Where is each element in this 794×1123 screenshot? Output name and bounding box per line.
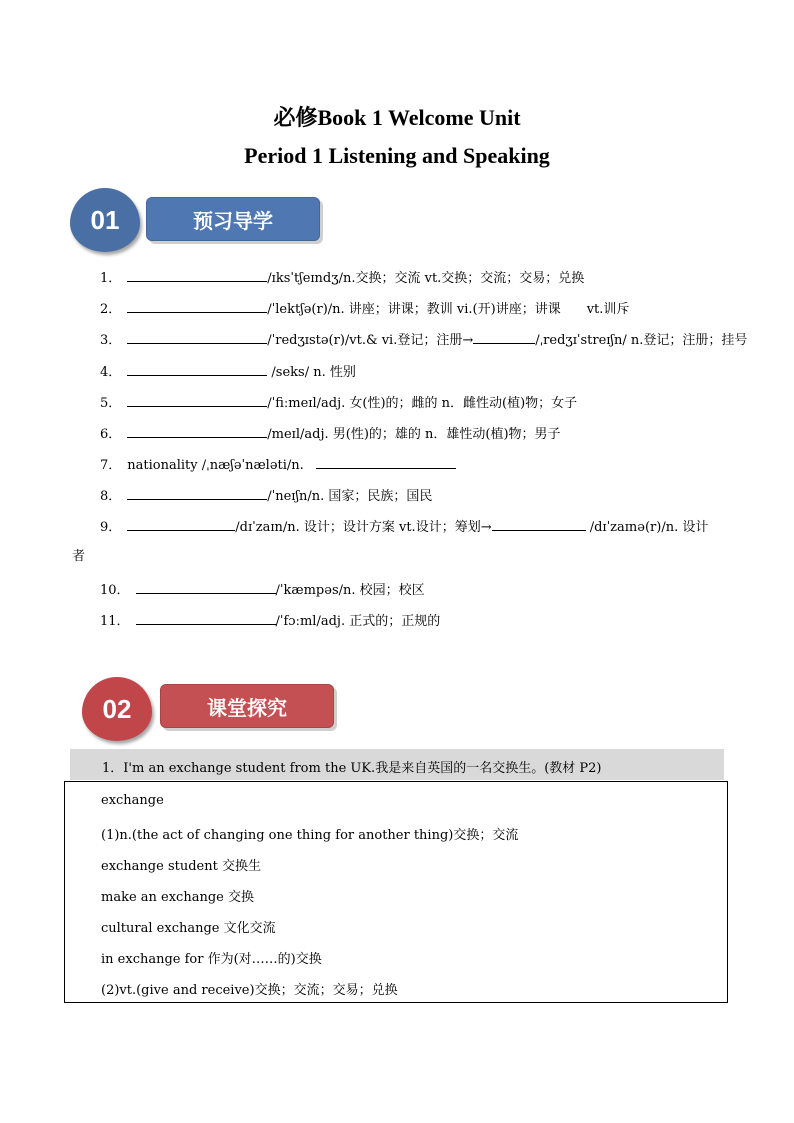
- vocab-item: [100, 425, 561, 443]
- section-label-1: [146, 197, 320, 241]
- vocab-item: [100, 456, 456, 474]
- answer-blank[interactable]: [316, 456, 456, 469]
- example-heading: 1．I'm an exchange student from the UK.我是来自英国的一名交换生。(教材 P2): [102, 761, 602, 776]
- explanation-box: [64, 781, 728, 1003]
- vocab-definition: /ˈneɪʃn/n. 国家；民族；国民: [267, 489, 433, 504]
- explanation-row: exchange student 交换生: [101, 859, 261, 874]
- vocab-number: 8．: [100, 489, 122, 504]
- vocab-wrap-text: 者: [72, 549, 86, 564]
- answer-blank[interactable]: [127, 269, 267, 282]
- section-number-2: 02: [102, 693, 132, 724]
- answer-blank[interactable]: [127, 300, 267, 313]
- vocab-number: 7．: [100, 458, 122, 473]
- answer-blank[interactable]: [127, 425, 267, 438]
- page-subtitle: Period 1 Listening and Speaking: [244, 143, 550, 168]
- answer-blank[interactable]: [127, 363, 267, 376]
- answer-blank[interactable]: [127, 487, 267, 500]
- page-title: 必修Book 1 Welcome Unit: [273, 105, 521, 130]
- explanation-row: in exchange for 作为(对……的)交换: [101, 952, 322, 967]
- vocab-definition: /dɪˈzaɪn/n. 设计；设计方案 vt.设计；筹划→: [235, 520, 492, 535]
- vocab-item: [100, 612, 440, 630]
- vocab-number: 5．: [100, 396, 122, 411]
- vocab-definition: /ˈfɔːml/adj. 正式的；正规的: [275, 614, 441, 629]
- vocab-number: 1．: [100, 271, 122, 286]
- vocab-item: [100, 581, 425, 599]
- vocab-definition-part2: /dɪˈzaɪnə(r)/n. 设计: [585, 520, 709, 535]
- vocab-item: [100, 487, 432, 505]
- vocab-number: 3．: [100, 333, 122, 348]
- vocab-item: [100, 269, 584, 287]
- section-number-circle-2: [82, 677, 152, 741]
- vocab-definition: /ɪksˈtʃeɪndʒ/n.交换；交流 vt.交换；交流；交易；兑换: [267, 271, 585, 286]
- vocab-number: 2．: [100, 302, 122, 317]
- answer-blank[interactable]: [136, 612, 276, 625]
- answer-blank[interactable]: [127, 518, 235, 531]
- vocab-definition: /ˈfiːmeɪl/adj. 女(性)的；雌的 n．雌性动(植)物；女子: [267, 396, 578, 411]
- vocab-item: [100, 394, 577, 412]
- explanation-row: make an exchange 交换: [101, 890, 254, 905]
- vocab-number: 10．: [100, 583, 130, 598]
- vocab-item: [100, 331, 747, 349]
- section-label-2: [160, 684, 334, 728]
- vocab-item: [100, 518, 708, 536]
- section-number-circle-1: [70, 188, 140, 252]
- answer-blank[interactable]: [136, 581, 276, 594]
- example-heading-bar: [70, 749, 724, 780]
- explanation-row: (2)vt.(give and receive)交换；交流；交易；兑换: [101, 983, 398, 998]
- vocab-number: 4．: [100, 365, 122, 380]
- vocab-number: 9．: [100, 520, 122, 535]
- explanation-row: exchange: [101, 793, 164, 808]
- vocab-number: 6．: [100, 427, 122, 442]
- vocab-definition: nationality /ˌnæʃəˈnæləti/n.: [127, 458, 304, 473]
- vocab-definition-part2: /ˌredʒɪˈstreɪʃn/ n.登记；注册；挂号: [535, 333, 748, 348]
- explanation-row: (1)n.(the act of changing one thing for another thing)交换；交流: [101, 828, 519, 843]
- vocab-item: [100, 300, 629, 318]
- section-number-1: 01: [90, 204, 120, 235]
- answer-blank[interactable]: [127, 331, 267, 344]
- answer-blank[interactable]: [473, 331, 535, 344]
- vocab-number: 11．: [100, 614, 130, 629]
- vocab-definition: /ˈlektʃə(r)/n. 讲座；讲课；教训 vi.(开)讲座；讲课 vt.训斥: [267, 302, 630, 317]
- section-label-text-2: 课堂探究: [207, 695, 287, 720]
- vocab-definition: /ˈkæmpəs/n. 校园；校区: [275, 583, 425, 598]
- section-label-text-1: 预习导学: [193, 208, 273, 233]
- vocab-item: [100, 363, 356, 381]
- vocab-definition: /ˈredʒɪstə(r)/vt.& vi.登记；注册→: [267, 333, 474, 348]
- answer-blank[interactable]: [127, 394, 267, 407]
- vocab-definition: /seks/ n. 性别: [267, 365, 356, 380]
- answer-blank[interactable]: [492, 518, 586, 531]
- vocab-definition: /meɪl/adj. 男(性)的；雄的 n．雄性动(植)物；男子: [267, 427, 561, 442]
- explanation-row: cultural exchange 文化交流: [101, 921, 276, 936]
